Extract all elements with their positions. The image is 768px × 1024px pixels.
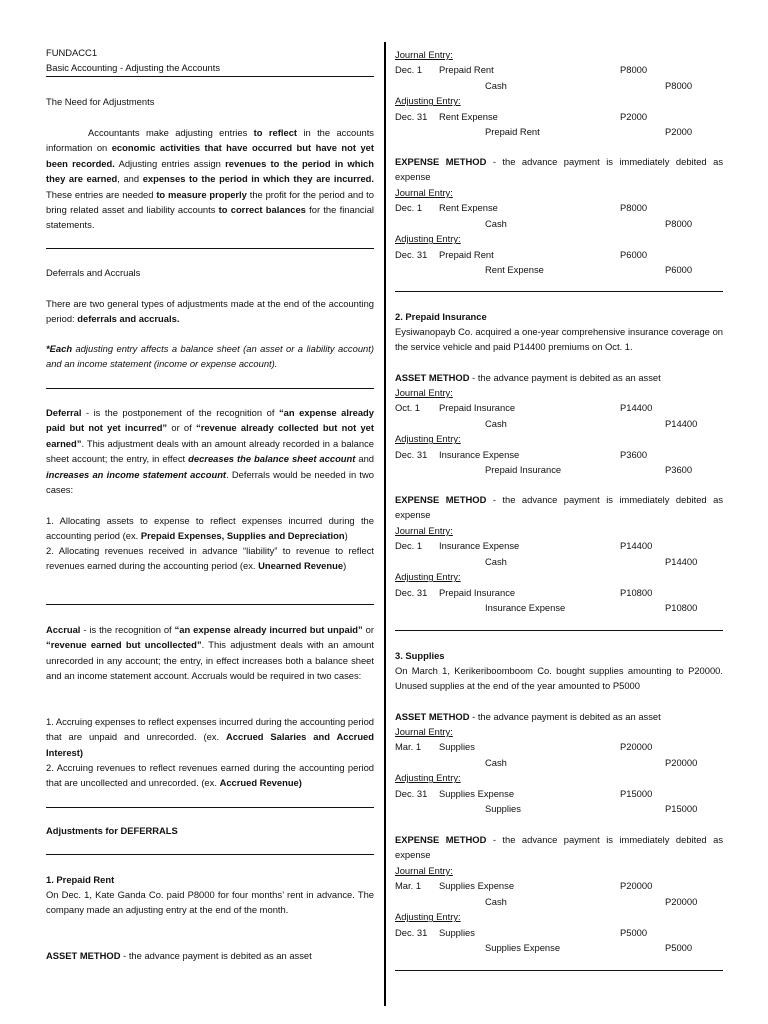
entry-date: Dec. 1 xyxy=(395,64,423,76)
text-run: Unearned Revenue xyxy=(258,560,344,572)
prepaid-insurance-heading: 2. Prepaid Insurance xyxy=(395,311,487,322)
entry-row xyxy=(395,786,723,801)
text-run: “revenue earned but uncollected” xyxy=(46,639,202,651)
text-run: the profit for the period and to bring related asset and liability accounts xyxy=(46,188,374,216)
adjusting-entry-label: Adjusting Entry: xyxy=(395,911,461,923)
entry-row xyxy=(395,109,723,124)
entry-account: Insurance Expense xyxy=(485,601,566,613)
text-run: economic activities that have occurred but have not yet been recorded. xyxy=(46,142,374,169)
entry-row xyxy=(395,462,723,477)
text-run: or of xyxy=(167,422,196,434)
each-entry-note xyxy=(46,341,374,372)
entry-debit: P6000 xyxy=(620,248,648,260)
entry-account: Cash xyxy=(485,417,507,429)
entry-account: Supplies xyxy=(439,926,475,938)
divider xyxy=(395,630,723,631)
entry-row xyxy=(395,585,723,600)
entry-account: Prepaid Insurance xyxy=(439,402,516,414)
journal-table xyxy=(395,200,723,231)
text-run: ) xyxy=(343,560,347,572)
text-run: Accrued Salaries and Accrued Interest) xyxy=(46,731,374,758)
entry-date: Dec. 31 xyxy=(395,110,428,122)
entry-date: Mar. 1 xyxy=(395,741,422,753)
entry-account: Prepaid Insurance xyxy=(439,586,516,598)
expense-method-text: - the advance payment is immediately debited as expense xyxy=(395,494,724,521)
asset-method-text: - the advance payment is debited as an asset xyxy=(469,711,661,722)
section-heading-need: The Need for Adjustments xyxy=(46,96,155,107)
entry-debit: P10800 xyxy=(620,586,653,598)
text-run: These entries are needed xyxy=(46,188,157,200)
entry-row xyxy=(395,739,723,754)
journal-table xyxy=(395,538,723,569)
text-run: for the financial statements. xyxy=(46,204,374,231)
entry-credit: P14400 xyxy=(665,555,698,567)
journal-table xyxy=(395,739,723,770)
text-run: Prepaid Expenses, Supplies and Depreciation xyxy=(140,530,345,542)
entry-account: Cash xyxy=(485,79,507,91)
text-run: ) xyxy=(344,530,348,542)
deferral-case-2 xyxy=(46,543,374,574)
entry-row xyxy=(395,262,723,277)
asset-method-line xyxy=(46,948,374,963)
entry-account: Supplies xyxy=(439,741,475,753)
entry-row xyxy=(395,925,723,940)
entry-debit: P8000 xyxy=(620,64,648,76)
prepaid-rent-paragraph: On Dec. 1, Kate Ganda Co. paid P8000 for four months’ rent in advance. The company made an adjusting entry at the end of the month. xyxy=(46,889,374,916)
entry-date: Mar. 1 xyxy=(395,880,422,892)
text-run: - is the recognition of xyxy=(80,624,175,635)
entry-row xyxy=(395,894,723,909)
entry-debit: P5000 xyxy=(620,926,648,938)
entry-debit: P2000 xyxy=(620,110,648,122)
entry-date: Dec. 1 xyxy=(395,540,423,552)
text-run: . This adjustment deals with an amount already recorded in a balance sheet account; the entry, in effect xyxy=(46,437,374,465)
entry-credit: P20000 xyxy=(665,756,698,768)
divider xyxy=(46,76,374,77)
entry-row xyxy=(395,124,723,139)
asset-method-label: ASSET METHOD xyxy=(46,950,121,961)
entry-row xyxy=(395,878,723,893)
entry-row xyxy=(395,216,723,231)
text-run: in the accounts information on xyxy=(46,127,374,154)
entry-credit: P8000 xyxy=(665,79,693,91)
journal-entry-label: Journal Entry: xyxy=(395,187,453,198)
entry-row xyxy=(395,940,723,955)
entry-credit: P2000 xyxy=(665,125,693,137)
text-run: There are two general types of adjustments made at the end of the accounting period: xyxy=(46,298,374,325)
column-divider xyxy=(384,42,386,1006)
expense-method-text: - the advance payment is immediately debited as expense xyxy=(395,156,724,183)
asset-method-line xyxy=(395,370,723,385)
entry-account: Rent Expense xyxy=(439,110,498,122)
text-run: . This adjustment deals with an amount unrecorded in any account; the entry, in effect increases both a balance sheet and an income statement account. Accruals would be required in two cases: xyxy=(46,639,375,682)
text-run: to correct balances xyxy=(218,204,306,216)
deferral-paragraph xyxy=(46,405,374,497)
entry-date: Oct. 1 xyxy=(395,402,421,414)
text-run: to measure properly xyxy=(156,188,247,200)
text-run: decreases the balance sheet account xyxy=(188,453,356,465)
entry-account: Supplies Expense xyxy=(439,880,515,892)
section-heading-adj-deferrals: Adjustments for DEFERRALS xyxy=(46,825,178,836)
entry-date: Dec. 31 xyxy=(395,586,428,598)
entry-row xyxy=(395,200,723,215)
entry-credit: P15000 xyxy=(665,802,698,814)
entry-account: Cash xyxy=(485,895,507,907)
supplies-expense-entries xyxy=(395,863,723,955)
text-run: 1. Allocating assets to expense to reflect expenses incurred during the accounting period (ex. xyxy=(46,515,374,542)
expense-method-line xyxy=(395,154,723,185)
entry-account: Cash xyxy=(485,555,507,567)
entry-row xyxy=(395,538,723,553)
entry-row xyxy=(395,447,723,462)
entry-credit: P14400 xyxy=(665,417,698,429)
entry-account: Prepaid Insurance xyxy=(485,463,562,475)
entry-row xyxy=(395,554,723,569)
entry-debit: P20000 xyxy=(620,880,653,892)
accrual-paragraph xyxy=(46,622,374,684)
journal-table xyxy=(395,400,723,431)
course-code: FUNDACC1 xyxy=(46,47,98,58)
adjusting-entry-label: Adjusting Entry: xyxy=(395,571,461,583)
entry-credit: P5000 xyxy=(665,941,693,953)
course-title: Basic Accounting - Adjusting the Accounts xyxy=(46,62,221,74)
journal-table xyxy=(395,62,723,93)
entry-row xyxy=(395,247,723,262)
entry-row xyxy=(395,600,723,615)
text-run: - is the postponement of the recognition of xyxy=(81,407,279,418)
divider xyxy=(46,854,374,855)
divider xyxy=(395,291,723,292)
adjusting-table xyxy=(395,585,723,616)
adjusting-table xyxy=(395,447,723,478)
expense-method-text: - the advance payment is immediately debited as expense xyxy=(395,834,724,861)
journal-entry-label: Journal Entry: xyxy=(395,49,453,60)
entry-account: Insurance Expense xyxy=(439,448,520,460)
text-run: , and xyxy=(117,173,143,185)
text-run: Accrual xyxy=(46,624,81,635)
entry-date: Dec. 31 xyxy=(395,926,428,938)
prepaid-rent-heading: 1. Prepaid Rent xyxy=(46,874,115,885)
entry-debit: P14400 xyxy=(620,540,653,552)
divider xyxy=(46,604,374,605)
entry-row xyxy=(395,801,723,816)
adjusting-entry-label: Adjusting Entry: xyxy=(395,95,461,107)
entry-row xyxy=(395,755,723,770)
text-run: . Deferrals would be needed in two cases: xyxy=(46,468,374,496)
text-run: and xyxy=(355,453,375,465)
entry-account: Supplies Expense xyxy=(485,941,561,953)
adjusting-entry-label: Adjusting Entry: xyxy=(395,233,461,245)
expense-method-label: EXPENSE METHOD xyxy=(395,494,487,505)
text-run: *Each xyxy=(46,343,73,354)
text-run: “an expense already incurred but unpaid” xyxy=(174,624,363,635)
entry-credit: P3600 xyxy=(665,463,693,475)
entry-date: Dec. 31 xyxy=(395,448,428,460)
adjusting-table xyxy=(395,786,723,817)
adjusting-table xyxy=(395,109,723,140)
entry-account: Prepaid Rent xyxy=(485,125,540,137)
text-run: 2. Accruing revenues to reflect revenues earned during the accounting period that are uncollected and unrecorded. (ex. xyxy=(46,762,374,789)
entry-debit: P20000 xyxy=(620,741,653,753)
adjusting-entry-label: Adjusting Entry: xyxy=(395,433,461,445)
entry-debit: P15000 xyxy=(620,787,653,799)
section-heading-deferrals-accruals: Deferrals and Accruals xyxy=(46,267,141,278)
accrual-case-1 xyxy=(46,714,374,760)
text-run: 1. Accruing expenses to reflect expenses incurred during the accounting period that are unpaid and unrecorded. (ex. xyxy=(46,716,374,743)
expense-method-label: EXPENSE METHOD xyxy=(395,834,487,845)
asset-method-text: - the advance payment is debited as an asset xyxy=(120,950,312,961)
entry-credit: P6000 xyxy=(665,263,693,275)
divider xyxy=(46,248,374,249)
entry-account: Prepaid Rent xyxy=(439,248,494,260)
entry-account: Supplies Expense xyxy=(439,787,515,799)
need-paragraph xyxy=(46,125,374,233)
entry-row xyxy=(395,416,723,431)
text-run: Deferral xyxy=(46,407,82,418)
text-run: expenses to the period in which they are incurred. xyxy=(142,173,374,185)
two-types-paragraph xyxy=(46,296,374,327)
entry-account: Cash xyxy=(485,217,507,229)
text-run: Adjusting entries assign xyxy=(114,157,226,169)
deferral-case-1 xyxy=(46,513,374,544)
text-run: “an expense already paid but not yet incurred” xyxy=(46,407,374,434)
expense-method-label: EXPENSE METHOD xyxy=(395,156,487,167)
journal-table xyxy=(395,878,723,909)
asset-method-line xyxy=(395,709,723,724)
insurance-asset-entries xyxy=(395,385,723,477)
accrual-case-2 xyxy=(46,760,374,791)
divider xyxy=(46,388,374,389)
text-run: to reflect xyxy=(253,127,298,138)
entry-credit: P20000 xyxy=(665,895,698,907)
asset-method-label: ASSET METHOD xyxy=(395,711,470,722)
asset-method-text: - the advance payment is debited as an asset xyxy=(469,372,661,383)
expense-method-line xyxy=(395,492,723,523)
text-run: adjusting entry affects a balance sheet (an asset or a liability account) and an income statement (income or expense account). xyxy=(46,343,374,370)
text-run: or xyxy=(362,624,374,635)
journal-entry-label: Journal Entry: xyxy=(395,525,453,536)
entry-debit: P14400 xyxy=(620,402,653,414)
entry-account: Supplies xyxy=(485,802,521,814)
entry-account: Cash xyxy=(485,756,507,768)
entry-row xyxy=(395,400,723,415)
entry-debit: P3600 xyxy=(620,448,648,460)
journal-entry-label: Journal Entry: xyxy=(395,726,453,737)
entry-date: Dec. 31 xyxy=(395,248,428,260)
text-run: 2. Allocating revenues received in advance “liability” to revenue to reflect revenues earned during the accounting period (ex. xyxy=(46,545,374,572)
entry-credit: P10800 xyxy=(665,601,698,613)
prepaid-insurance-paragraph: Eysiwanopayb Co. acquired a one-year comprehensive insurance coverage on the service vehicle and paid P14400 premiums on Oct. 1. xyxy=(395,326,723,353)
journal-entry-label: Journal Entry: xyxy=(395,865,453,876)
entry-row xyxy=(395,62,723,77)
journal-entry-label: Journal Entry: xyxy=(395,387,453,398)
supplies-heading: 3. Supplies xyxy=(395,650,445,661)
entry-date: Dec. 1 xyxy=(395,202,423,214)
text-run: “revenue already collected but not yet earned” xyxy=(46,422,375,449)
text-run: Accountants make adjusting entries xyxy=(88,127,254,138)
divider xyxy=(395,970,723,971)
adjusting-table xyxy=(395,247,723,278)
text-run: deferrals and accruals. xyxy=(77,313,180,325)
text-run: increases an income statement account xyxy=(46,468,227,480)
rent-asset-entries xyxy=(395,47,723,139)
insurance-expense-entries xyxy=(395,523,723,615)
entry-account: Insurance Expense xyxy=(439,540,520,552)
entry-debit: P8000 xyxy=(620,202,648,214)
asset-method-label: ASSET METHOD xyxy=(395,372,470,383)
entry-date: Dec. 31 xyxy=(395,787,428,799)
entry-account: Rent Expense xyxy=(485,263,544,275)
supplies-asset-entries xyxy=(395,724,723,816)
entry-account: Rent Expense xyxy=(439,202,498,214)
rent-expense-entries xyxy=(395,185,723,277)
entry-credit: P8000 xyxy=(665,217,693,229)
expense-method-line xyxy=(395,832,723,863)
text-run: revenues to the period in which they are earned xyxy=(46,157,374,185)
adjusting-table xyxy=(395,925,723,956)
entry-row xyxy=(395,78,723,93)
entry-account: Prepaid Rent xyxy=(439,64,494,76)
adjusting-entry-label: Adjusting Entry: xyxy=(395,772,461,784)
supplies-paragraph: On March 1, Kerikeriboomboom Co. bought supplies amounting to P20000. Unused supplies at the end of the year amounted to P5000 xyxy=(395,665,723,692)
divider xyxy=(46,807,374,808)
text-run: Accrued Revenue) xyxy=(219,777,302,789)
